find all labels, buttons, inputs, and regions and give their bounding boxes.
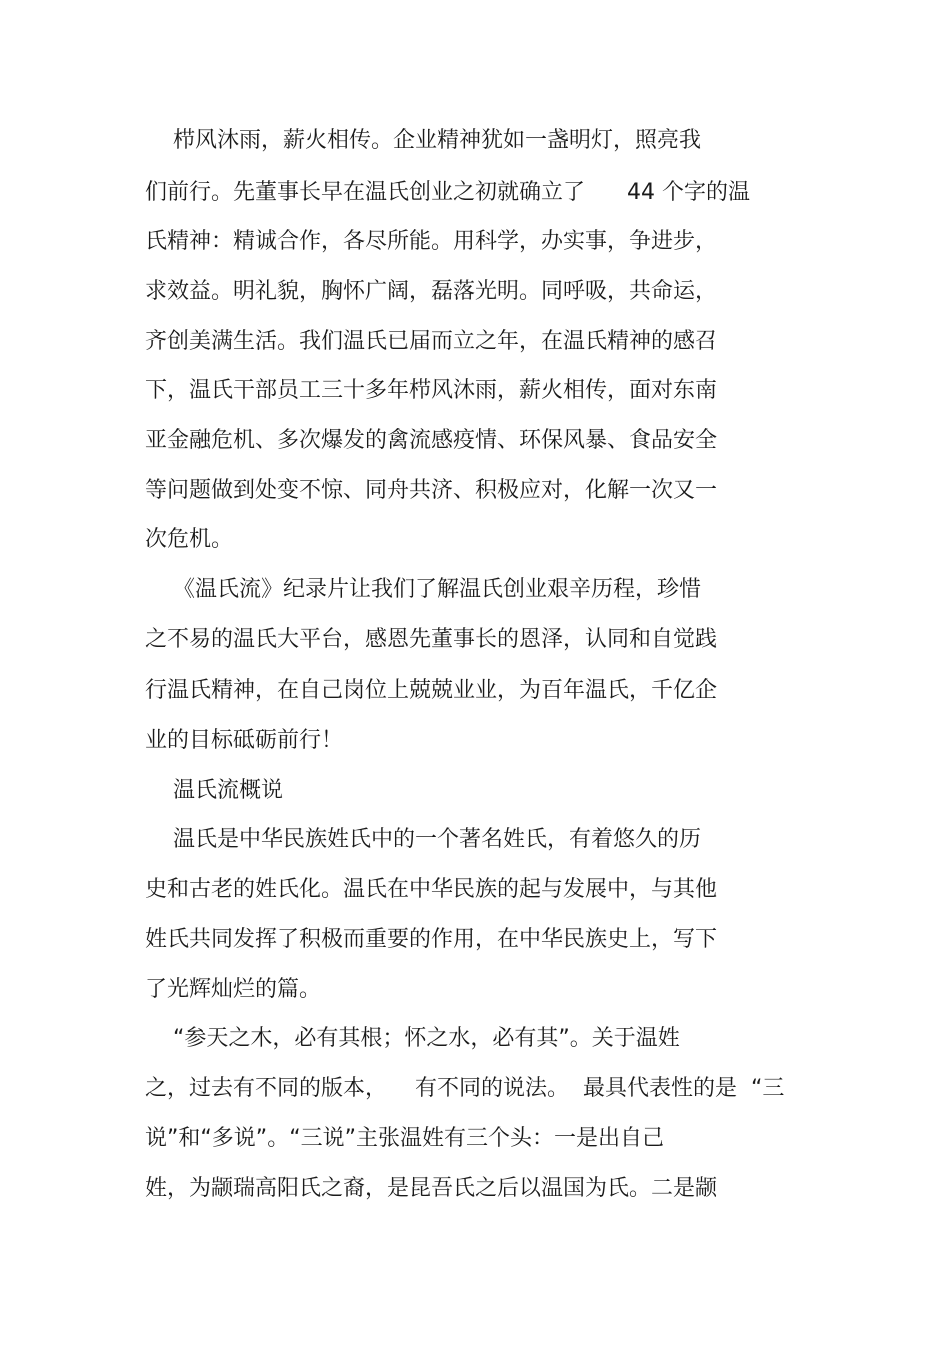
text-line: 氏精神：精诚合作，各尽所能。用科学，办实事，争进步，	[145, 229, 718, 254]
text-line: 齐创美满生活。我们温氏已届而立之年，在温氏精神的感召	[145, 329, 718, 354]
text-line: 求效益。明礼貌，胸怀广阔，磊落光明。同呼吸，共命运，	[145, 279, 718, 304]
section-heading: 温氏流概说	[145, 778, 283, 803]
text-line: 下，温氏干部员工三十多年栉风沐雨，薪火相传，面对东南	[145, 378, 718, 403]
text-line: 业的目标砥砺前行！	[145, 728, 344, 753]
text-line: 姓，为颛瑞高阳氏之裔，是昆吾氏之后以温国为氏。二是颛	[145, 1176, 718, 1201]
text-line: 等问题做到处变不惊、同舟共济、积极应对，化解一次又一	[145, 478, 718, 503]
text-line: “参天之木，必有其根；怀之水，必有其”。关于温姓	[145, 1026, 680, 1051]
text-line: 之不易的温氏大平台，感恩先董事长的恩泽，认同和自觉践	[145, 627, 718, 652]
text-line: 之，过去有不同的版本， 有不同的说法。 最具代表性的是 “三	[145, 1076, 785, 1101]
text-line: 温氏是中华民族姓氏中的一个著名姓氏，有着悠久的历	[145, 827, 701, 852]
text-line: 姓氏共同发挥了积极而重要的作用，在中华民族史上，写下	[145, 927, 718, 952]
text-line: 了光辉灿烂的篇。	[145, 977, 322, 1002]
text-line: 们前行。先董事长早在温氏创业之初就确立了 44 个字的温	[145, 180, 750, 205]
text-line: 史和古老的姓氏化。温氏在中华民族的起与发展中，与其他	[145, 877, 718, 902]
text-line: 《温氏流》纪录片让我们了解温氏创业艰辛历程，珍惜	[145, 577, 701, 602]
text-line: 亚金融危机、多次爆发的禽流感疫情、环保风暴、食品安全	[145, 428, 718, 453]
text-line: 栉风沐雨，薪火相传。企业精神犹如一盏明灯，照亮我	[145, 128, 701, 153]
text-line: 行温氏精神，在自己岗位上兢兢业业，为百年温氏，千亿企	[145, 678, 718, 703]
text-line: 次危机。	[145, 527, 234, 552]
text-line: 说”和“多说”。“三说”主张温姓有三个头：一是出自己	[145, 1126, 664, 1151]
